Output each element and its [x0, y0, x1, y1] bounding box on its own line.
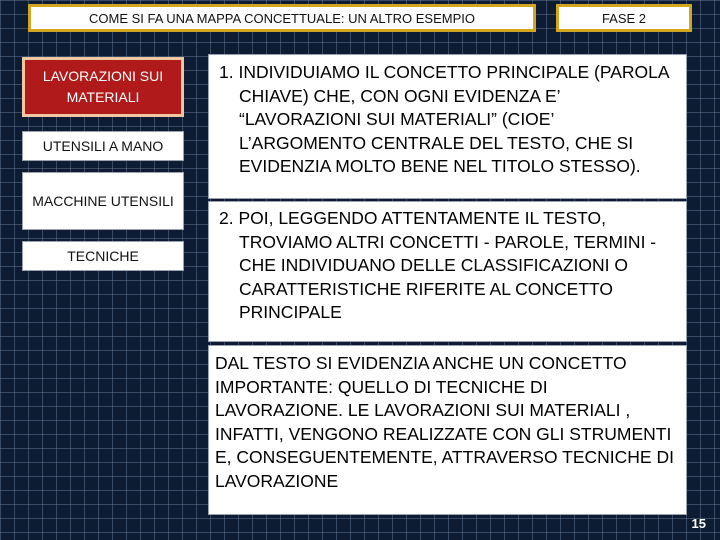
step-two-text: 2. POI, LEGGENDO ATTENTAMENTE IL TESTO, TROVIAMO ALTRI CONCETTI - PAROLE, TERMINI - CHE INDIVIDUANO DELLE CLASSIFICAZIONI O CARATTERISTICHE RIFERITE AL CONCETTO PRINCIPALE [219, 208, 657, 322]
concept-box-tools: UTENSILI A MANO [22, 131, 184, 161]
phase-label: FASE 2 [556, 4, 692, 32]
note-panel [208, 345, 687, 515]
concept-box-machines: MACCHINE UTENSILI [22, 172, 184, 230]
step-two-panel [208, 201, 687, 342]
step-one-panel [208, 54, 687, 199]
concept-box-techniques: TECNICHE [22, 241, 184, 271]
slide-title: COME SI FA UNA MAPPA CONCETTUALE: UN ALTRO ESEMPIO [28, 4, 536, 32]
note-text: DAL TESTO SI EVIDENZIA ANCHE UN CONCETTO IMPORTANTE: QUELLO DI TECNICHE DI LAVORAZIONE. LE LAVORAZIONI SUI MATERIALI , INFATTI, VENGONO REALIZZATE CON GLI STRUMENTI E, CONSEGUENTEMENTE, ATTRAVERSO TECNICHE DI LAVORAZIONE [215, 353, 674, 491]
step-one-text: 1. INDIVIDUIAMO IL CONCETTO PRINCIPALE (PAROLA CHIAVE) CHE, CON OGNI EVIDENZA E’ “LAVORAZIONI SUI MATERIALI” (CIOE’ L’ARGOMENTO CENTRALE DEL TESTO, CHE SI EVIDENZIA MOLTO BENE NEL TITOLO STESSO). [219, 62, 669, 176]
concept-box-main: LAVORAZIONI SUI MATERIALI [22, 57, 184, 117]
page-number: 15 [691, 516, 706, 531]
